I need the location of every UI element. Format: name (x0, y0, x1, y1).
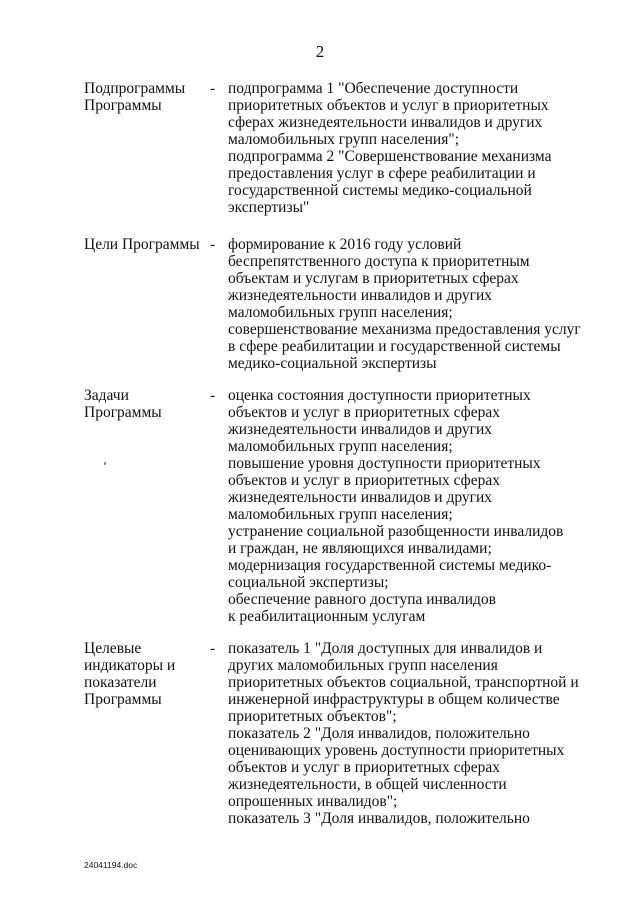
section-dash: - (210, 80, 216, 97)
section-content: подпрограмма 1 "Обеспечение доступности приоритетных объектов и услуг в приоритетных сферах жизнедеятельности инвалидов и других маломобильных групп населения"; подпрограмма 2 "Совершенствование механизма предоставления услуг в сфере реабилитации и государственной системы медико-социальной экспертизы" (228, 80, 552, 216)
section-dash: - (210, 640, 216, 657)
section-label: Подпрограммы Программы (84, 80, 186, 114)
document-filename: 24041194.doc (84, 860, 138, 870)
section-dash: - (210, 236, 216, 253)
scan-speck (104, 462, 106, 465)
section-label: Задачи Программы (84, 387, 162, 421)
page-number: 2 (315, 42, 325, 61)
section-content: оценка состояния доступности приоритетных объектов и услуг в приоритетных сферах жизнедеятельности инвалидов и других маломобильных групп населения; повышение уровня доступности приоритетных объектов и услуг в приоритетных сферах жизнедеятельности инвалидов и других маломобильных групп населения; устранение социальной разобщенности инвалидов и граждан, не являющихся инвалидами; модернизация государственной системы медико- социальной экспертизы; обеспечение равного доступа инвалидов к реабилитационным услугам (228, 387, 564, 625)
section-content: показатель 1 "Доля доступных для инвалидов и других маломобильных групп населения приоритетных объектов социальной, транспортной и инженерной инфраструктуры в общем количестве приоритетных объектов"; показатель 2 "Доля инвалидов, положительно оценивающих уровень доступности приоритетных объектов и услуг в приоритетных сферах жизнедеятельности, в общей численности опрошенных инвалидов"; показатель 3 "Доля инвалидов, положительно (228, 640, 579, 827)
section-label: Цели Программы (84, 236, 200, 253)
section-label: Целевые индикаторы и показатели Программы (84, 640, 176, 708)
section-dash: - (210, 387, 216, 404)
section-content: формирование к 2016 году условий беспрепятственного доступа к приоритетным объектам и услугам в приоритетных сферах жизнедеятельности инвалидов и других маломобильных групп населения; совершенствование механизма предоставления услуг в сфере реабилитации и государственной системы медико-социальной экспертизы (228, 236, 581, 372)
